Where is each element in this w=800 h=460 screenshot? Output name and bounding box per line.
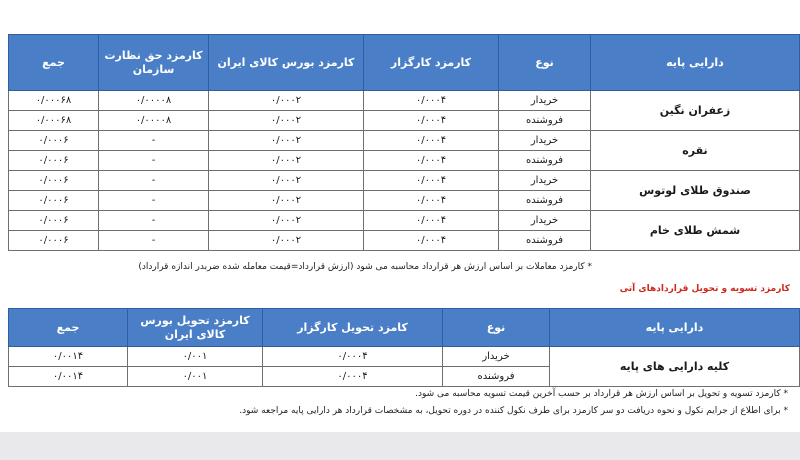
type-cell: فروشنده bbox=[443, 367, 550, 387]
type-cell: خریدار bbox=[499, 171, 591, 191]
header-broker-fee: کارمزد کارگزار bbox=[364, 35, 499, 91]
total-cell: ۰/۰۰۰۶ bbox=[9, 211, 99, 231]
trading-fee-note: * کارمزد معاملات بر اساس ارزش هر قرارداد محاسبه می شود (ارزش قرارداد=قیمت معامله شده ضربدر اندازه قرارداد) bbox=[138, 262, 592, 272]
table-header-row bbox=[9, 35, 800, 91]
total-cell: ۰/۰۰۰۶ bbox=[9, 231, 99, 251]
default-penalty-note: * برای اطلاع از جرایم نکول و نحوه دریافت دو سر کارمزد برای طرف نکول کننده در دوره تحویل، به مشخصات قرارداد هر دارایی پایه مراجعه شود. bbox=[239, 406, 788, 416]
table-row bbox=[9, 171, 800, 191]
header-asset: دارایی پایه bbox=[550, 309, 800, 347]
exchange-fee-cell: ۰/۰۰۰۲ bbox=[209, 171, 364, 191]
settlement-fees-table bbox=[8, 308, 800, 387]
section-title: کارمزد تسویه و تحویل قراردادهای آتی bbox=[619, 284, 790, 294]
type-cell: خریدار bbox=[499, 131, 591, 151]
total-cell: ۰/۰۰۰۶۸ bbox=[9, 91, 99, 111]
total-cell: ۰/۰۰۰۶۸ bbox=[9, 111, 99, 131]
total-cell: ۰/۰۰۰۶ bbox=[9, 191, 99, 211]
supervision-fee-cell: - bbox=[99, 191, 209, 211]
asset-cell: نقره bbox=[591, 131, 800, 171]
exchange-fee-cell: ۰/۰۰۰۲ bbox=[209, 231, 364, 251]
exchange-fee-cell: ۰/۰۰۰۲ bbox=[209, 91, 364, 111]
trading-fees-table bbox=[8, 34, 800, 251]
type-cell: خریدار bbox=[499, 211, 591, 231]
asset-cell: زعفران نگین bbox=[591, 91, 800, 131]
broker-fee-cell: ۰/۰۰۰۴ bbox=[364, 171, 499, 191]
header-exchange-fee: کارمزد بورس کالای ایران bbox=[209, 35, 364, 91]
supervision-fee-cell: - bbox=[99, 151, 209, 171]
header-asset: دارایی پایه bbox=[591, 35, 800, 91]
exchange-fee-cell: ۰/۰۰۰۲ bbox=[209, 111, 364, 131]
type-cell: فروشنده bbox=[499, 111, 591, 131]
exchange-fee-cell: ۰/۰۰۰۲ bbox=[209, 191, 364, 211]
supervision-fee-cell: - bbox=[99, 231, 209, 251]
total-cell: ۰/۰۰۰۶ bbox=[9, 171, 99, 191]
broker-delivery-fee-cell: ۰/۰۰۰۴ bbox=[263, 367, 443, 387]
exchange-fee-cell: ۰/۰۰۰۲ bbox=[209, 211, 364, 231]
exchange-delivery-fee-cell: ۰/۰۰۱ bbox=[128, 367, 263, 387]
type-cell: خریدار bbox=[499, 91, 591, 111]
header-broker-delivery-fee: کامزد تحویل کارگزار bbox=[263, 309, 443, 347]
header-type: نوع bbox=[499, 35, 591, 91]
broker-delivery-fee-cell: ۰/۰۰۰۴ bbox=[263, 347, 443, 367]
type-cell: فروشنده bbox=[499, 231, 591, 251]
total-cell: ۰/۰۰۱۴ bbox=[9, 347, 128, 367]
table-row bbox=[9, 131, 800, 151]
supervision-fee-cell: ۰/۰۰۰۰۸ bbox=[99, 111, 209, 131]
asset-cell: کلیه دارایی های پایه bbox=[550, 347, 800, 387]
header-exchange-delivery-fee: کارمزد تحویل بورس کالای ایران bbox=[128, 309, 263, 347]
total-cell: ۰/۰۰۰۶ bbox=[9, 131, 99, 151]
broker-fee-cell: ۰/۰۰۰۴ bbox=[364, 91, 499, 111]
header-total: جمع bbox=[9, 309, 128, 347]
broker-fee-cell: ۰/۰۰۰۴ bbox=[364, 151, 499, 171]
broker-fee-cell: ۰/۰۰۰۴ bbox=[364, 231, 499, 251]
supervision-fee-cell: - bbox=[99, 211, 209, 231]
broker-fee-cell: ۰/۰۰۰۴ bbox=[364, 131, 499, 151]
supervision-fee-cell: ۰/۰۰۰۰۸ bbox=[99, 91, 209, 111]
table-row bbox=[9, 211, 800, 231]
type-cell: فروشنده bbox=[499, 151, 591, 171]
type-cell: خریدار bbox=[443, 347, 550, 367]
asset-cell: صندوق طلای لوتوس bbox=[591, 171, 800, 211]
header-type: نوع bbox=[443, 309, 550, 347]
exchange-delivery-fee-cell: ۰/۰۰۱ bbox=[128, 347, 263, 367]
table-header-row bbox=[9, 309, 800, 347]
table-row bbox=[9, 91, 800, 111]
exchange-fee-cell: ۰/۰۰۰۲ bbox=[209, 131, 364, 151]
supervision-fee-cell: - bbox=[99, 131, 209, 151]
total-cell: ۰/۰۰۱۴ bbox=[9, 367, 128, 387]
supervision-fee-cell: - bbox=[99, 171, 209, 191]
broker-fee-cell: ۰/۰۰۰۴ bbox=[364, 111, 499, 131]
header-supervision-fee: کارمزد حق نظارت سازمان bbox=[99, 35, 209, 91]
type-cell: فروشنده bbox=[499, 191, 591, 211]
header-total: جمع bbox=[9, 35, 99, 91]
broker-fee-cell: ۰/۰۰۰۴ bbox=[364, 191, 499, 211]
asset-cell: شمش طلای خام bbox=[591, 211, 800, 251]
table-row bbox=[9, 347, 800, 367]
exchange-fee-cell: ۰/۰۰۰۲ bbox=[209, 151, 364, 171]
total-cell: ۰/۰۰۰۶ bbox=[9, 151, 99, 171]
settlement-fee-note: * کارمزد تسویه و تحویل بر اساس ارزش هر قرارداد بر حسب آخرین قیمت تسویه محاسبه می شود. bbox=[415, 389, 788, 399]
broker-fee-cell: ۰/۰۰۰۴ bbox=[364, 211, 499, 231]
